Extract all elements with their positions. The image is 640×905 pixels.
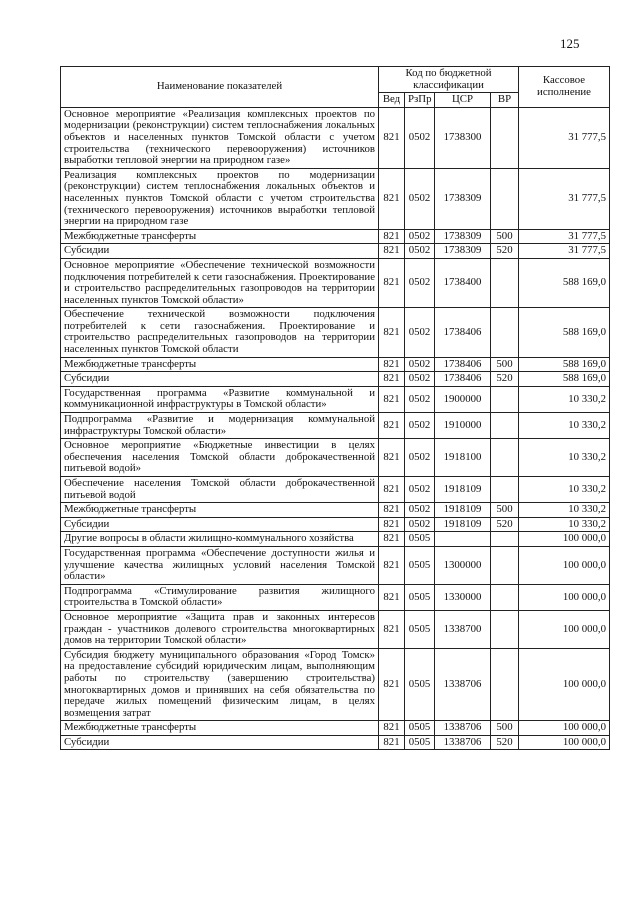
row-name: Другие вопросы в области жилищно-коммунального хозяйства: [61, 532, 379, 547]
row-amount: 31 777,5: [519, 168, 610, 229]
row-csr: 1910000: [435, 413, 491, 439]
row-vr: [491, 168, 519, 229]
row-csr: 1738309: [435, 244, 491, 259]
table-row: [61, 532, 610, 547]
row-vr: [491, 610, 519, 648]
row-ved: 821: [379, 229, 405, 244]
row-rzpr: 0505: [405, 610, 435, 648]
row-vr: 520: [491, 517, 519, 532]
table-row: [61, 229, 610, 244]
table-row: [61, 413, 610, 439]
row-amount: 100 000,0: [519, 532, 610, 547]
row-rzpr: 0502: [405, 107, 435, 168]
header-vr: ВР: [491, 93, 519, 108]
row-rzpr: 0505: [405, 721, 435, 736]
row-csr: 1738309: [435, 168, 491, 229]
header-rzpr: РзПр: [405, 93, 435, 108]
row-vr: 500: [491, 229, 519, 244]
row-csr: 1918109: [435, 477, 491, 503]
row-vr: [491, 439, 519, 477]
row-amount: 588 169,0: [519, 308, 610, 357]
row-rzpr: 0505: [405, 532, 435, 547]
header-csr: ЦСР: [435, 93, 491, 108]
row-amount: 10 330,2: [519, 517, 610, 532]
row-rzpr: 0502: [405, 477, 435, 503]
row-amount: 100 000,0: [519, 648, 610, 721]
row-vr: [491, 546, 519, 584]
row-name: Субсидии: [61, 517, 379, 532]
row-ved: 821: [379, 584, 405, 610]
row-name: Субсидия бюджету муниципального образования «Город Томск» на предоставление субсидий юридическим лицам, выполняющим работы по строительству (завершению строительства) многоквартирных домов и принявших на себя обязательства по передаче жилых помещений физическим лицам, в целях возмещения затрат: [61, 648, 379, 721]
row-csr: 1738309: [435, 229, 491, 244]
table-row: [61, 244, 610, 259]
row-vr: 520: [491, 735, 519, 750]
row-rzpr: 0502: [405, 517, 435, 532]
row-csr: 1738400: [435, 258, 491, 307]
row-name: Подпрограмма «Развитие и модернизация коммунальной инфраструктуры Томской области»: [61, 413, 379, 439]
row-vr: 500: [491, 503, 519, 518]
row-vr: [491, 386, 519, 412]
row-name: Государственная программа «Обеспечение доступности жилья и улучшение качества жилищных условий населения Томской области»: [61, 546, 379, 584]
row-csr: 1918100: [435, 439, 491, 477]
row-amount: 100 000,0: [519, 546, 610, 584]
row-vr: [491, 532, 519, 547]
row-amount: 31 777,5: [519, 229, 610, 244]
row-name: Межбюджетные трансферты: [61, 357, 379, 372]
row-rzpr: 0502: [405, 229, 435, 244]
table-row: [61, 477, 610, 503]
row-amount: 100 000,0: [519, 735, 610, 750]
row-rzpr: 0505: [405, 735, 435, 750]
row-amount: 10 330,2: [519, 386, 610, 412]
row-rzpr: 0502: [405, 258, 435, 307]
table-row: [61, 503, 610, 518]
row-csr: [435, 532, 491, 547]
row-amount: 10 330,2: [519, 503, 610, 518]
table-body: [61, 107, 610, 750]
table-row: [61, 610, 610, 648]
row-rzpr: 0502: [405, 413, 435, 439]
header-code-group: Код по бюджетной классификации: [379, 67, 519, 93]
row-ved: 821: [379, 439, 405, 477]
row-name: Основное мероприятие «Защита прав и законных интересов граждан - участников долевого строительства многоквартирных домов на территории Томской области»: [61, 610, 379, 648]
row-name: Межбюджетные трансферты: [61, 229, 379, 244]
row-rzpr: 0502: [405, 503, 435, 518]
row-rzpr: 0502: [405, 244, 435, 259]
row-csr: 1738406: [435, 308, 491, 357]
page-number: 125: [560, 36, 580, 51]
row-name: Основное мероприятие «Реализация комплексных проектов по модернизации (реконструкции) систем теплоснабжения локальных объектов и населенных пунктов Томской области с учетом строительства (технического перевооружения) источников выработки тепловой энергии на природном газе»: [61, 107, 379, 168]
table-row: [61, 357, 610, 372]
row-csr: 1338706: [435, 648, 491, 721]
row-csr: 1918109: [435, 517, 491, 532]
row-amount: 10 330,2: [519, 477, 610, 503]
row-ved: 821: [379, 503, 405, 518]
row-ved: 821: [379, 244, 405, 259]
row-ved: 821: [379, 610, 405, 648]
row-ved: 821: [379, 648, 405, 721]
row-vr: [491, 413, 519, 439]
table-row: [61, 258, 610, 307]
row-ved: 821: [379, 517, 405, 532]
row-name: Субсидии: [61, 244, 379, 259]
row-ved: 821: [379, 477, 405, 503]
row-rzpr: 0502: [405, 372, 435, 387]
table-row: [61, 308, 610, 357]
row-name: Субсидии: [61, 372, 379, 387]
row-ved: 821: [379, 258, 405, 307]
row-ved: 821: [379, 413, 405, 439]
row-csr: 1900000: [435, 386, 491, 412]
row-ved: 821: [379, 357, 405, 372]
row-rzpr: 0505: [405, 584, 435, 610]
row-vr: [491, 107, 519, 168]
row-vr: [491, 477, 519, 503]
table-row: [61, 648, 610, 721]
row-vr: 500: [491, 721, 519, 736]
row-rzpr: 0505: [405, 648, 435, 721]
row-vr: [491, 584, 519, 610]
row-rzpr: 0505: [405, 546, 435, 584]
row-amount: 588 169,0: [519, 258, 610, 307]
header-amount: Кассовое исполнение: [519, 67, 610, 108]
row-csr: 1338706: [435, 721, 491, 736]
row-csr: 1338700: [435, 610, 491, 648]
row-name: Государственная программа «Развитие коммунальной и коммуникационной инфраструктуры в Томской области»: [61, 386, 379, 412]
row-name: Межбюджетные трансферты: [61, 721, 379, 736]
table-row: [61, 517, 610, 532]
row-csr: 1918109: [435, 503, 491, 518]
row-rzpr: 0502: [405, 439, 435, 477]
row-name: Подпрограмма «Стимулирование развития жилищного строительства в Томской области»: [61, 584, 379, 610]
row-rzpr: 0502: [405, 168, 435, 229]
header-ved: Вед: [379, 93, 405, 108]
row-ved: 821: [379, 308, 405, 357]
row-csr: 1738406: [435, 357, 491, 372]
row-amount: 100 000,0: [519, 584, 610, 610]
row-name: Основное мероприятие «Обеспечение технической возможности подключения потребителей к сети газоснабжения. Проектирование и строительство распределительных газопроводов на территории населенных пунктов Томской области»: [61, 258, 379, 307]
row-vr: 500: [491, 357, 519, 372]
row-rzpr: 0502: [405, 386, 435, 412]
row-vr: [491, 258, 519, 307]
row-name: Субсидии: [61, 735, 379, 750]
table-row: [61, 168, 610, 229]
row-ved: 821: [379, 107, 405, 168]
table-row: [61, 107, 610, 168]
row-ved: 821: [379, 372, 405, 387]
row-amount: 100 000,0: [519, 610, 610, 648]
row-csr: 1330000: [435, 584, 491, 610]
row-csr: 1738406: [435, 372, 491, 387]
row-vr: [491, 308, 519, 357]
row-vr: 520: [491, 372, 519, 387]
table-row: [61, 721, 610, 736]
table-row: [61, 584, 610, 610]
row-name: Реализация комплексных проектов по модернизации (реконструкции) систем теплоснабжения локальных объектов и населенных пунктов Томской области с учетом строительства (технического перевооружения) источников выработки тепловой энергии на природном газе: [61, 168, 379, 229]
row-amount: 588 169,0: [519, 357, 610, 372]
header-name: Наименование показателей: [61, 67, 379, 108]
row-ved: 821: [379, 721, 405, 736]
table-row: [61, 439, 610, 477]
row-amount: 31 777,5: [519, 107, 610, 168]
row-vr: [491, 648, 519, 721]
row-csr: 1300000: [435, 546, 491, 584]
row-ved: 821: [379, 168, 405, 229]
row-amount: 588 169,0: [519, 372, 610, 387]
table-row: [61, 386, 610, 412]
row-name: Основное мероприятие «Бюджетные инвестиции в целях обеспечения населения Томской области доброкачественной питьевой водой»: [61, 439, 379, 477]
row-amount: 10 330,2: [519, 413, 610, 439]
table-row: [61, 372, 610, 387]
row-amount: 100 000,0: [519, 721, 610, 736]
row-name: Межбюджетные трансферты: [61, 503, 379, 518]
row-ved: 821: [379, 735, 405, 750]
row-vr: 520: [491, 244, 519, 259]
row-ved: 821: [379, 546, 405, 584]
row-csr: 1338706: [435, 735, 491, 750]
row-ved: 821: [379, 386, 405, 412]
budget-table: [60, 66, 610, 750]
row-amount: 31 777,5: [519, 244, 610, 259]
row-csr: 1738300: [435, 107, 491, 168]
row-ved: 821: [379, 532, 405, 547]
row-name: Обеспечение населения Томской области доброкачественной питьевой водой: [61, 477, 379, 503]
row-amount: 10 330,2: [519, 439, 610, 477]
table-row: [61, 735, 610, 750]
table-row: [61, 546, 610, 584]
row-rzpr: 0502: [405, 308, 435, 357]
row-name: Обеспечение технической возможности подключения потребителей к сети газоснабжения. Проектирование и строительство распределительных газопроводов на территории населенных пунктов Томской области: [61, 308, 379, 357]
row-rzpr: 0502: [405, 357, 435, 372]
